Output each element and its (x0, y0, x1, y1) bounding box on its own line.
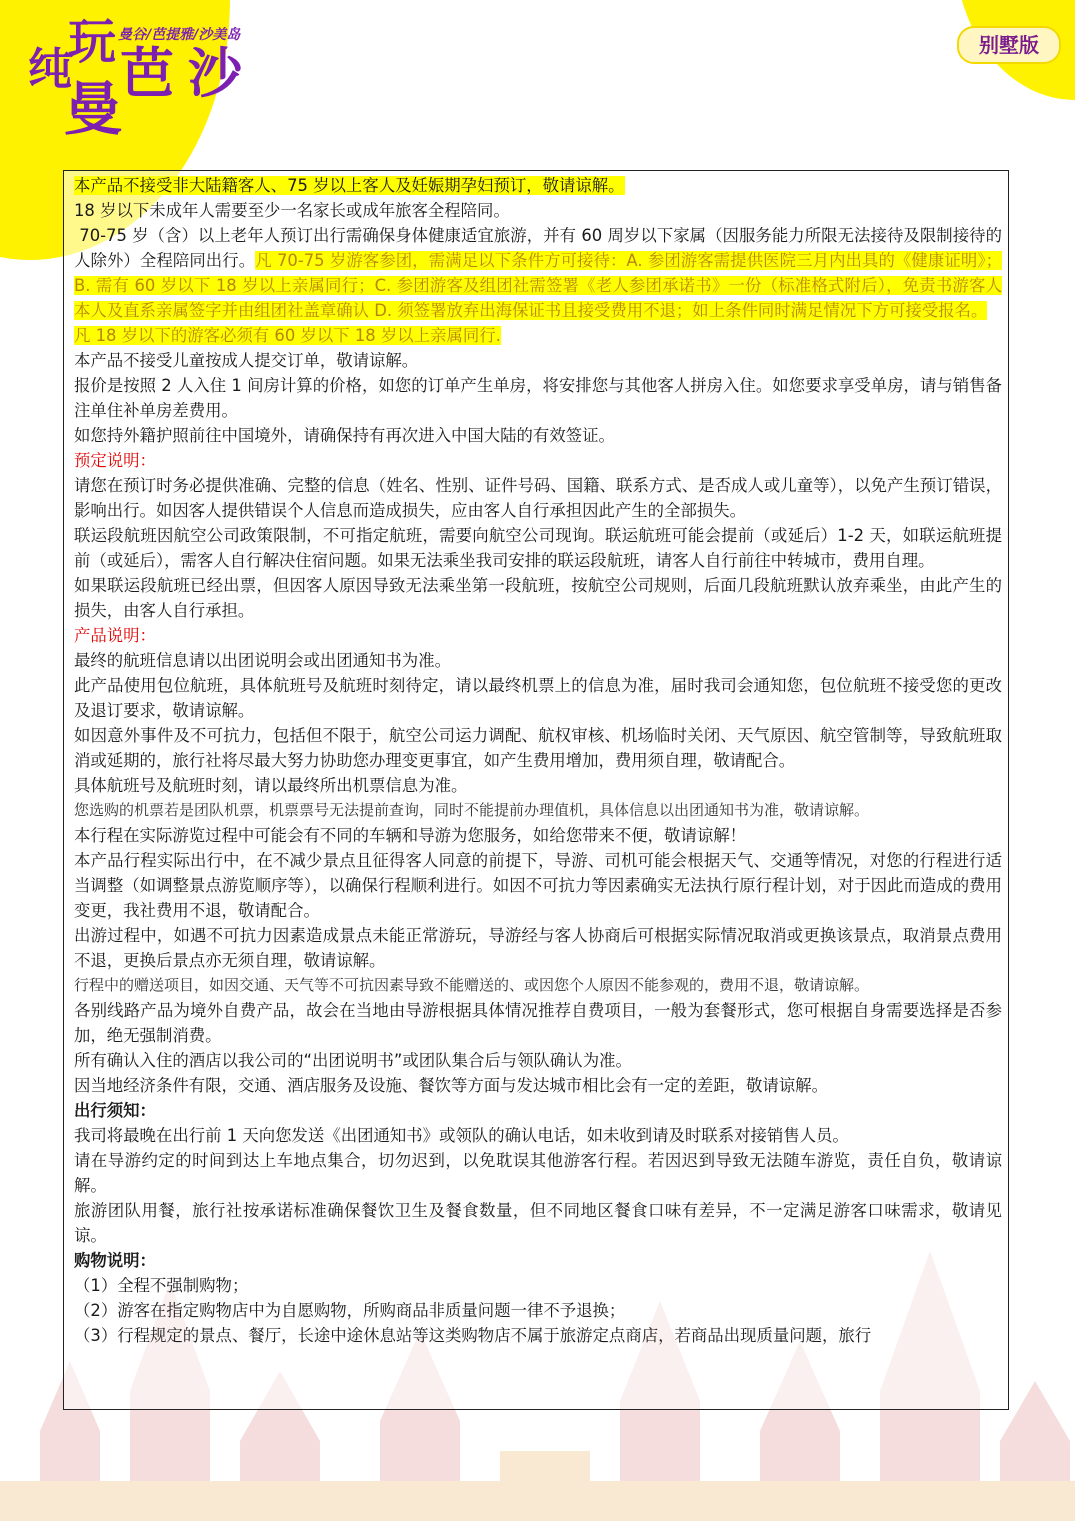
highlighted-notice: 凡 18 岁以下的游客必须有 60 岁以下 18 岁以上亲属同行. (74, 326, 501, 345)
paragraph: 如因意外事件及不可抗力，包括但不限于，航空公司运力调配、航权审核、机场临时关闭、天气原因、航空管制等，导致航班取消或延期的，旅行社将尽最大努力协助您办理变更事宜，如产生费用增加，费用须自理，敬请配合。 (74, 726, 1002, 770)
highlighted-notice: 本产品不接受非大陆籍客人、75 岁以上客人及妊娠期孕妇预订，敬请谅解。 (74, 176, 625, 195)
paragraph: 如您持外籍护照前往中国境外，请确保持有再次进入中国大陆的有效签证。 (74, 426, 615, 445)
paragraph: 具体航班号及航班时刻，请以最终所出机票信息为准。 (74, 776, 468, 795)
paragraph: 出游过程中，如遇不可抗力因素造成景点未能正常游玩，导游经与客人协商后可根据实际情况取消或更换该景点，取消景点费用不退，更换后景点亦无须自理，敬请谅解。 (74, 926, 1002, 970)
brand-logo (28, 14, 288, 148)
paragraph (74, 173, 1002, 198)
edition-badge: 别墅版 (957, 26, 1061, 64)
paragraph: 本产品不接受儿童按成人提交订单，敬请谅解。 (74, 351, 419, 370)
paragraph: 本行程在实际游览过程中可能会有不同的车辆和导游为您服务，如给您带来不便，敬请谅解！ (74, 826, 747, 845)
paragraph: 报价是按照 2 人入住 1 间房计算的价格，如您的订单产生单房，将安排您与其他客人拼房入住。如您要求享受单房，请与销售备注单住补单房差费用。 (74, 376, 1002, 420)
paragraph: 此产品使用包位航班，具体航班号及航班时刻待定，请以最终机票上的信息为准，届时我司会通知您，包位航班不接受您的更改及退订要求，敬请谅解。 (74, 676, 1002, 720)
logo-char: 沙 (188, 41, 242, 105)
paragraph: 您选购的机票若是团队机票，机票票号无法提前查询，同时不能提前办理值机，具体信息以出团通知书为准，敬请谅解。 (74, 801, 870, 819)
paragraph: 18 岁以下未成年人需要至少一名家长或成年旅客全程陪同。 (74, 201, 510, 220)
section-heading-travel: 出行须知： (74, 1101, 156, 1120)
paragraph: 各别线路产品为境外自费产品，故会在当地由导游根据具体情况推荐自费项目，一般为套餐形式，您可根据自身需要选择是否参加，绝无强制消费。 (74, 1001, 1002, 1045)
paragraph: 联运段航班因航空公司政策限制，不可指定航班，需要向航空公司现询。联运航班可能会提前（或延后）1-2 天，如联运航班提前（或延后），需客人自行解决住宿问题。如果无法乘坐我司安排的联运段航班，请客人自行前往中转城市，费用自理。 (74, 526, 1002, 570)
paragraph: 所有确认入住的酒店以我公司的“出团说明书”或团队集合后与领队确认为准。 (74, 1051, 632, 1070)
section-heading-booking: 预定说明： (74, 451, 156, 470)
section-heading-product: 产品说明： (74, 626, 156, 645)
paragraph (74, 223, 1002, 323)
paragraph: 请在导游约定的时间到达上车地点集合，切勿迟到，以免耽误其他游客行程。若因迟到导致无法随车游览，责任自负，敬请谅解。 (74, 1151, 1002, 1195)
list-item: （3）行程规定的景点、餐厅，长途中途休息站等这类购物店不属于旅游定点商店，若商品出现质量问题，旅行 (74, 1326, 872, 1345)
logo-char: 纯 (28, 44, 72, 95)
paragraph: 因当地经济条件有限，交通、酒店服务及设施、餐饮等方面与发达城市相比会有一定的差距，敬请谅解。 (74, 1076, 828, 1095)
paragraph: 行程中的赠送项目，如因交通、天气等不可抗因素导致不能赠送的、或因您个人原因不能参观的，费用不退，敬请谅解。 (74, 976, 870, 994)
list-item: （1）全程不强制购物； (74, 1276, 249, 1295)
section-heading-shopping: 购物说明： (74, 1251, 156, 1270)
paragraph: 我司将最晚在出行前 1 天向您发送《出团通知书》或领队的确认电话，如未收到请及时联系对接销售人员。 (74, 1126, 849, 1145)
paragraph-text: 70-75 岁（含）以上老年人预订出行需确保身体健康适宜旅游，并有 60 周岁以下家属（因服务能力所限无法接待及限制接待的人除外）全程陪同出行。 (74, 226, 1002, 270)
logo-char: 芭 (120, 41, 174, 105)
paragraph: 本产品行程实际出行中，在不减少景点且征得客人同意的前提下，导游、司机可能会根据天气、交通等情况，对您的行程进行适当调整（如调整景点游览顺序等），以确保行程顺利进行。如因不可抗力等因素确实无法执行原行程计划，对于因此而造成的费用变更，我社费用不退，敬请配合。 (74, 851, 1002, 920)
paragraph: 请您在预订时务必提供准确、完整的信息（姓名、性别、证件号码、国籍、联系方式、是否成人或儿童等），以免产生预订错误，影响出行。如因客人提供错误个人信息而造成损失，应由客人自行承担因此产生的全部损失。 (74, 476, 1002, 520)
highlighted-conditions: 凡 70-75 岁游客参团，需满足以下条件方可接待：A. 参团游客需提供医院三月内出具的《健康证明》；B. 需有 60 岁以下 18 岁以上亲属同行；C. 参团游客及组团社需签署《老人参团承诺书》一份（标准格式附后），免责书游客人本人及直系亲属签字并由组团社盖章确认 D. 须签署放弃出海保证书且接受费用不退；如上条件同时满足情况下方可接受报名。 (74, 251, 1002, 320)
paragraph (74, 323, 1002, 348)
paragraph: 旅游团队用餐，旅行社按承诺标准确保餐饮卫生及餐食数量，但不同地区餐食口味有差异，不一定满足游客口味需求，敬请见谅。 (74, 1201, 1002, 1245)
paragraph: 如果联运段航班已经出票，但因客人原因导致无法乘坐第一段航班，按航空公司规则，后面几段航班默认放弃乘坐，由此产生的损失，由客人自行承担。 (74, 576, 1002, 620)
list-item: （2）游客在指定购物店中为自愿购物，所购商品非质量问题一律不予退换； (74, 1301, 626, 1320)
notice-content (63, 170, 1009, 1410)
logo-char: 曼 (64, 75, 123, 143)
logo-subtitle: 曼谷/芭提雅/沙美岛 (118, 27, 241, 43)
paragraph: 最终的航班信息请以出团说明会或出团通知书为准。 (74, 651, 451, 670)
logo-char: 玩 (68, 14, 117, 70)
